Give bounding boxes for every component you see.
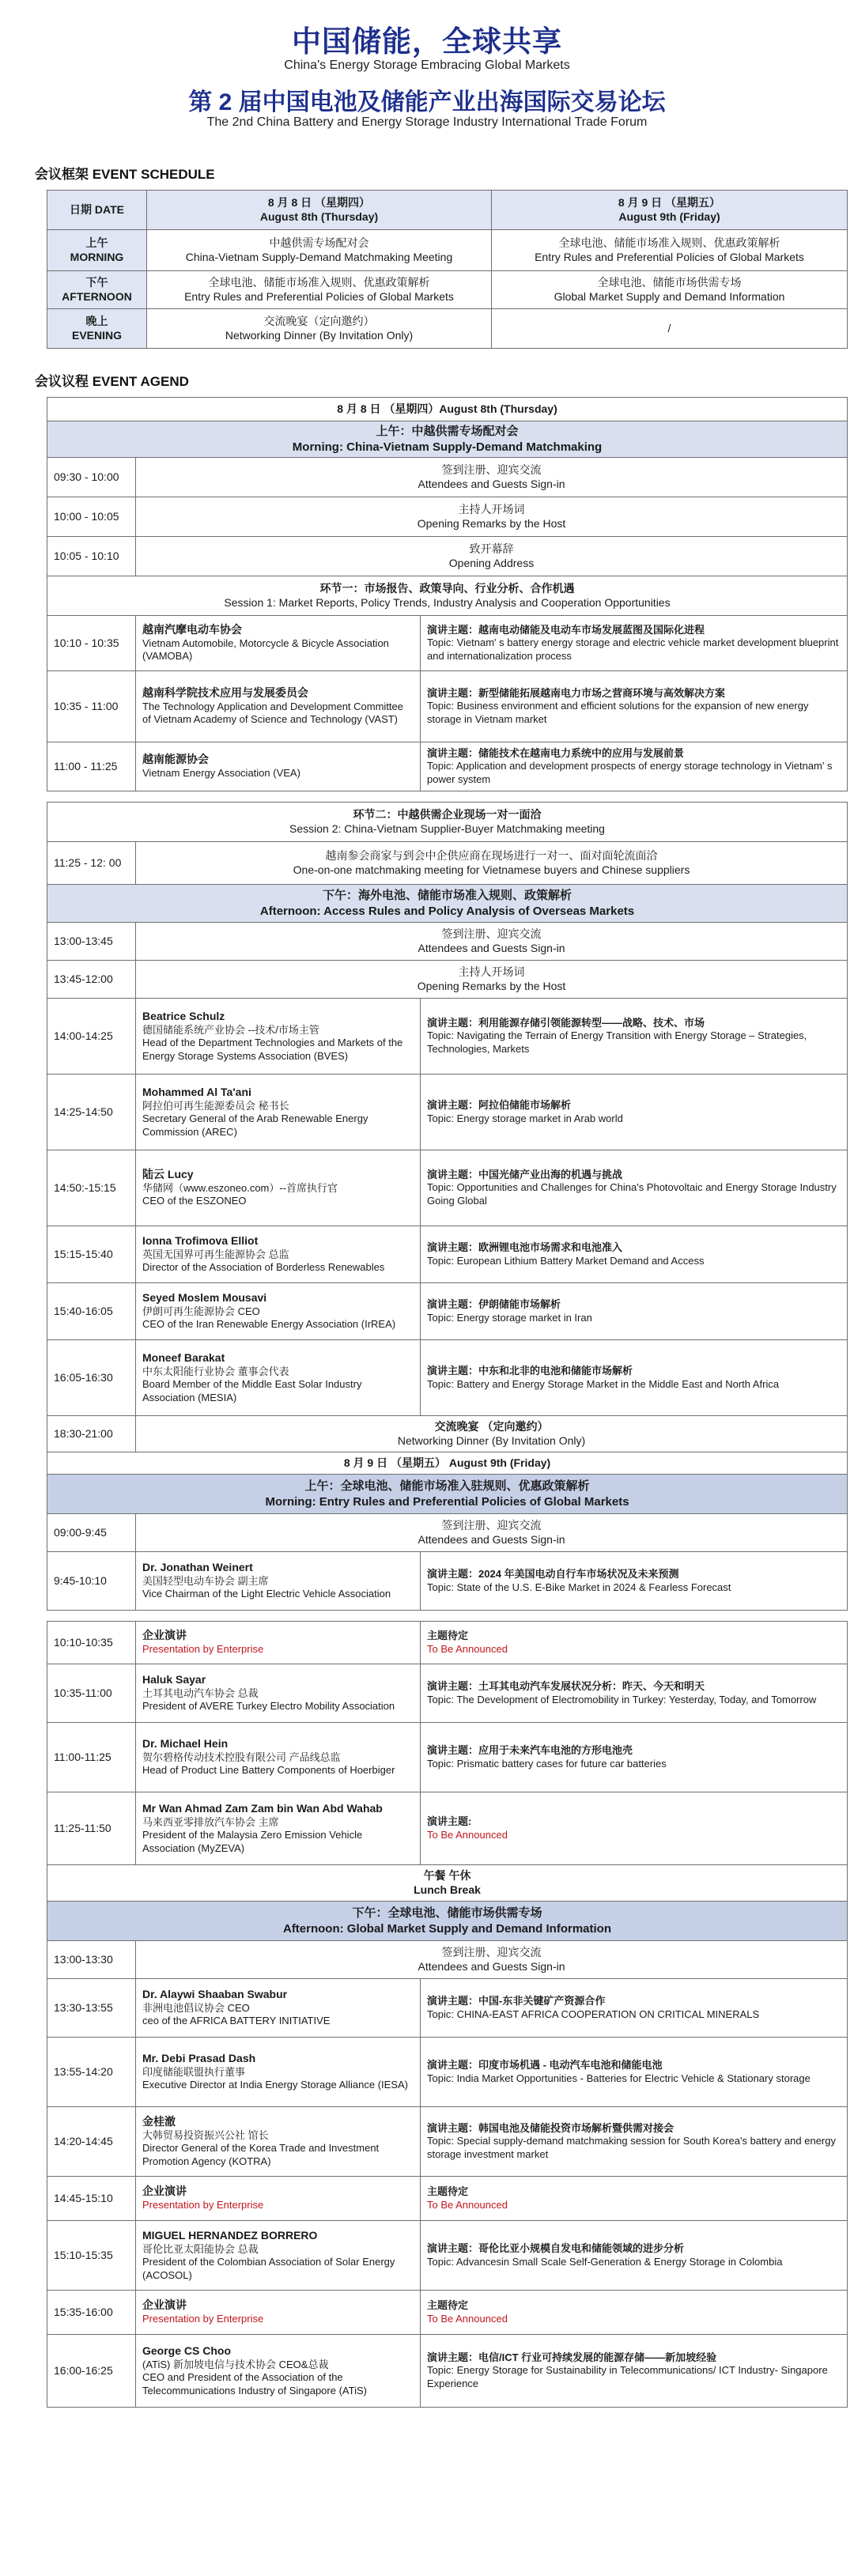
- topic-cell: 演讲主题：储能技术在越南电力系统中的应用与发展前景 Topic: Application and development prospects of energy storage technology in Vietnam' s power system: [421, 742, 848, 791]
- speaker-cell: Dr. Alaywi Shaaban Swabur 非洲电池倡议协会 CEO ceo of the AFRICA BATTERY INITIATIVE: [136, 1979, 421, 2038]
- agenda-item: 主持人开场词 Opening Remarks by the Host: [136, 497, 848, 537]
- topic-cell: 演讲主题：越南电动储能及电动车市场发展蓝图及国际化进程 Topic: Vietnam' s battery energy storage and electric vehicle market development blueprint and internationalization process: [421, 616, 848, 671]
- speaker-cell: Seyed Moslem Mousavi 伊朗可再生能源协会 CEO CEO of the Iran Renewable Energy Association (IrREA): [136, 1283, 421, 1340]
- date-label: 日期 DATE: [47, 191, 147, 230]
- speaker-cell: 企业演讲 Presentation by Enterprise: [136, 2177, 421, 2221]
- time: 9:45-10:10: [47, 1552, 136, 1611]
- session1-heading: 环节一：市场报告、政策导向、行业分析、合作机遇 Session 1: Market Reports, Policy Trends, Industry Analysis and Cooperation Opportunities: [47, 576, 848, 616]
- day1-afternoon-band: 下午：海外电池、储能市场准入规则、政策解析 Afternoon: Access Rules and Policy Analysis of Overseas Markets: [47, 885, 848, 923]
- day2-morning-band: 上午：全球电池、储能市场准入驻规则、优惠政策解析 Morning: Entry Rules and Preferential Policies of Global Markets: [47, 1475, 848, 1514]
- title-en: China's Energy Storage Embracing Global Markets: [284, 59, 570, 72]
- afternoon-label: 下午 AFTERNOON: [47, 271, 147, 309]
- topic-cell: 演讲主题：2024 年美国电动自行车市场状况及未来预测 Topic: State of the U.S. E-Bike Market in 2024 & Fearless Forecast: [421, 1552, 848, 1611]
- speaker-cell: Mohammed Al Ta'ani 阿拉伯可再生能源委员会 秘书长 Secretary General of the Arab Renewable Energy Commission (AREC): [136, 1075, 421, 1150]
- time: 13:30-13:55: [47, 1979, 136, 2038]
- speaker-cell: Moneef Barakat 中东太阳能行业协会 董事会代表 Board Member of the Middle East Solar Industry Association (MESIA): [136, 1340, 421, 1416]
- time: 13:45-12:00: [47, 961, 136, 999]
- schedule-table: [47, 190, 848, 349]
- afternoon-day2: 全球电池、储能市场供需专场 Global Market Supply and Demand Information: [492, 271, 848, 309]
- forum-title-cn: 第 2 届中国电池及储能产业出海国际交易论坛: [188, 89, 666, 115]
- time: 15:10-15:35: [47, 2221, 136, 2291]
- time: 11:00 - 11:25: [47, 742, 136, 791]
- speaker-cell: 企业演讲 Presentation by Enterprise: [136, 1622, 421, 1664]
- time: 14:45-15:10: [47, 2177, 136, 2221]
- schedule-heading: 会议框架 EVENT SCHEDULE: [35, 167, 215, 182]
- day2-cell: 8 月 9 日 （星期五） August 9th (Friday): [492, 191, 848, 230]
- day2-heading: 8 月 9 日 （星期五） August 9th (Friday): [47, 1452, 848, 1475]
- session2-heading: 环节二：中越供需企业现场一对一面洽 Session 2: China-Vietnam Supplier-Buyer Matchmaking meeting: [47, 803, 848, 842]
- speaker-cell: 越南能源协会 Vietnam Energy Association (VEA): [136, 742, 421, 791]
- agenda-item: 签到注册、迎宾交流 Attendees and Guests Sign-in: [136, 1514, 848, 1552]
- time: 10:10-10:35: [47, 1622, 136, 1664]
- time: 09:30 - 10:00: [47, 458, 136, 497]
- speaker-cell: Beatrice Schulz 德国储能系统产业协会 --技术/市场主管 Head of the Department Technologies and Markets of the Energy Storage Systems Association (BVES): [136, 999, 421, 1075]
- time: 10:35-11:00: [47, 1664, 136, 1723]
- topic-cell: 演讲主题：新型储能拓展越南电力市场之营商环境与高效解决方案 Topic: Business environment and efficient solutions for the expansion of new energy storage in Vietnam market: [421, 671, 848, 742]
- lunch-break: 午餐 午休 Lunch Break: [47, 1865, 848, 1902]
- agenda-item: 交流晚宴 （定向邀约） Networking Dinner (By Invitation Only): [136, 1416, 848, 1452]
- evening-day2: /: [492, 309, 848, 349]
- morning-day2: 全球电池、储能市场准入规则、优惠政策解析 Entry Rules and Preferential Policies of Global Markets: [492, 230, 848, 271]
- topic-cell: 演讲主题：土耳其电动汽车发展状况分析：昨天、今天和明天 Topic: The Development of Electromobility in Turkey: Yesterday, Today, and Tomorrow: [421, 1664, 848, 1723]
- evening-label: 晚上 EVENING: [47, 309, 147, 349]
- time: 18:30-21:00: [47, 1416, 136, 1452]
- time: 09:00-9:45: [47, 1514, 136, 1552]
- topic-cell: 演讲主题：印度市场机遇 - 电动汽车电池和储能电池 Topic: India Market Opportunities - Batteries for Electric Vehicle & Stationary storage: [421, 2038, 848, 2107]
- agenda-item: 主持人开场词 Opening Remarks by the Host: [136, 961, 848, 999]
- forum-title-en: The 2nd China Battery and Energy Storage Industry International Trade Forum: [206, 115, 648, 129]
- topic-cell: 演讲主题：应用于未来汽车电池的方形电池壳 Topic: Prismatic battery cases for future car batteries: [421, 1723, 848, 1792]
- time: 10:00 - 10:05: [47, 497, 136, 537]
- time: 11:00-11:25: [47, 1723, 136, 1792]
- morning-label: 上午 MORNING: [47, 230, 147, 271]
- speaker-cell: 企业演讲 Presentation by Enterprise: [136, 2291, 421, 2335]
- topic-cell: 演讲主题：电信/ICT 行业可持续发展的能源存储——新加坡经验 Topic: Energy Storage for Sustainability in Telecommunications/ ICT Industry- Singapore Experience: [421, 2335, 848, 2408]
- speaker-cell: MIGUEL HERNANDEZ BORRERO 哥伦比亚太阳能协会 总裁 President of the Colombian Association of Solar Energy (ACOSOL): [136, 2221, 421, 2291]
- time: 10:10 - 10:35: [47, 616, 136, 671]
- topic-cell: 主题待定 To Be Announced: [421, 2291, 848, 2335]
- speaker-cell: 陆云 Lucy 华储网（www.eszoneo.com）--首席执行官 CEO of the ESZONEO: [136, 1150, 421, 1226]
- time: 10:05 - 10:10: [47, 537, 136, 576]
- day1-cell: 8 月 8 日 （星期四） August 8th (Thursday): [147, 191, 492, 230]
- agenda-item: 越南参会商家与到会中企供应商在现场进行一对一、面对面轮流面洽 One-on-one matchmaking meeting for Vietnamese buyers and Chinese suppliers: [136, 842, 848, 885]
- day1-morning-band: 上午：中越供需专场配对会 Morning: China-Vietnam Supply-Demand Matchmaking: [47, 421, 848, 458]
- agenda-item: 签到注册、迎宾交流 Attendees and Guests Sign-in: [136, 923, 848, 961]
- agenda-item: 签到注册、迎宾交流 Attendees and Guests Sign-in: [136, 1941, 848, 1979]
- topic-cell: 演讲主题：中国-东非关键矿产资源合作 Topic: CHINA-EAST AFRICA COOPERATION ON CRITICAL MINERALS: [421, 1979, 848, 2038]
- time: 13:55-14:20: [47, 2038, 136, 2107]
- topic-cell: 主题待定 To Be Announced: [421, 1622, 848, 1664]
- topic-cell: 演讲主题：阿拉伯储能市场解析 Topic: Energy storage market in Arab world: [421, 1075, 848, 1150]
- morning-day1: 中越供需专场配对会 China-Vietnam Supply-Demand Matchmaking Meeting: [147, 230, 492, 271]
- time: 16:05-16:30: [47, 1340, 136, 1416]
- evening-day1: 交流晚宴（定向邀约） Networking Dinner (By Invitation Only): [147, 309, 492, 349]
- topic-cell: 演讲主题：中国光储产业出海的机遇与挑战 Topic: Opportunities and Challenges for China's Photovoltaic and Energy Storage Industry Going Global: [421, 1150, 848, 1226]
- topic-cell: 演讲主题：欧洲锂电池市场需求和电池准入 Topic: European Lithium Battery Market Demand and Access: [421, 1226, 848, 1283]
- time: 11:25-11:50: [47, 1792, 136, 1865]
- topic-cell: 演讲主题: To Be Announced: [421, 1792, 848, 1865]
- agenda-table: [47, 397, 848, 2408]
- time: 14:50:-15:15: [47, 1150, 136, 1226]
- speaker-cell: Haluk Sayar 土耳其电动汽车协会 总裁 President of AVERE Turkey Electro Mobility Association: [136, 1664, 421, 1723]
- topic-cell: 演讲主题：哥伦比亚小规模自发电和储能领域的进步分析 Topic: Advancesin Small Scale Self-Generation & Energy Storage in Colombia: [421, 2221, 848, 2291]
- time: 15:35-16:00: [47, 2291, 136, 2335]
- topic-cell: 主题待定 To Be Announced: [421, 2177, 848, 2221]
- time: 14:20-14:45: [47, 2107, 136, 2177]
- time: 15:15-15:40: [47, 1226, 136, 1283]
- speaker-cell: Mr. Debi Prasad Dash 印度储能联盟执行董事 Executive Director at India Energy Storage Alliance (IESA): [136, 2038, 421, 2107]
- topic-cell: 演讲主题：伊朗储能市场解析 Topic: Energy storage market in Iran: [421, 1283, 848, 1340]
- time: 10:35 - 11:00: [47, 671, 136, 742]
- topic-cell: 演讲主题：利用能源存储引领能源转型——战略、技术、市场 Topic: Navigating the Terrain of Energy Transition with Energy Storage – Strategies, Technologies, Markets: [421, 999, 848, 1075]
- speaker-cell: Ionna Trofimova Elliot 英国无国界可再生能源协会 总监 Director of the Association of Borderless Renewables: [136, 1226, 421, 1283]
- day2-afternoon-band: 下午：全球电池、储能市场供需专场 Afternoon: Global Market Supply and Demand Information: [47, 1902, 848, 1941]
- agenda-item: 致开幕辞 Opening Address: [136, 537, 848, 576]
- topic-cell: 演讲主题：韩国电池及储能投资市场解析暨供需对接会 Topic: Special supply-demand matchmaking session for South Korea's battery and energy storage investment market: [421, 2107, 848, 2177]
- speaker-cell: Dr. Jonathan Weinert 美国轻型电动车协会 副主席 Vice Chairman of the Light Electric Vehicle Association: [136, 1552, 421, 1611]
- speaker-cell: 金桂澈 大韩贸易投资振兴公社 馆长 Director General of the Korea Trade and Investment Promotion Agency (KOTRA): [136, 2107, 421, 2177]
- speaker-cell: George CS Choo (ATiS) 新加坡电信与技术协会 CEO&总裁 CEO and President of the Association of the Telecommunications Industry of Singapore (ATiS): [136, 2335, 421, 2408]
- speaker-cell: 越南科学院技术应用与发展委员会 The Technology Application and Development Committee of Vietnam Academy of Science and Technology (VAST): [136, 671, 421, 742]
- day1-heading: 8 月 8 日 （星期四）August 8th (Thursday): [47, 398, 848, 421]
- time: 13:00-13:45: [47, 923, 136, 961]
- speaker-cell: Dr. Michael Hein 贺尔碧格传动技术控股有限公司 产品线总监 Head of Product Line Battery Components of Hoerbiger: [136, 1723, 421, 1792]
- afternoon-day1: 全球电池、储能市场准入规则、优惠政策解析 Entry Rules and Preferential Policies of Global Markets: [147, 271, 492, 309]
- topic-cell: 演讲主题：中东和北非的电池和储能市场解析 Topic: Battery and Energy Storage Market in the Middle East and North Africa: [421, 1340, 848, 1416]
- time: 14:25-14:50: [47, 1075, 136, 1150]
- title-cn: 中国储能，全球共享: [292, 25, 562, 58]
- time: 16:00-16:25: [47, 2335, 136, 2408]
- agenda-heading: 会议议程 EVENT AGEND: [35, 374, 189, 389]
- speaker-cell: Mr Wan Ahmad Zam Zam bin Wan Abd Wahab 马来西亚零排放汽车协会 主席 President of the Malaysia Zero Emission Vehicle Association (MyZEVA): [136, 1792, 421, 1865]
- time: 11:25 - 12: 00: [47, 842, 136, 885]
- agenda-item: 签到注册、迎宾交流 Attendees and Guests Sign-in: [136, 458, 848, 497]
- time: 15:40-16:05: [47, 1283, 136, 1340]
- time: 14:00-14:25: [47, 999, 136, 1075]
- time: 13:00-13:30: [47, 1941, 136, 1979]
- header: [0, 0, 854, 147]
- speaker-cell: 越南汽摩电动车协会 Vietnam Automobile, Motorcycle & Bicycle Association (VAMOBA): [136, 616, 421, 671]
